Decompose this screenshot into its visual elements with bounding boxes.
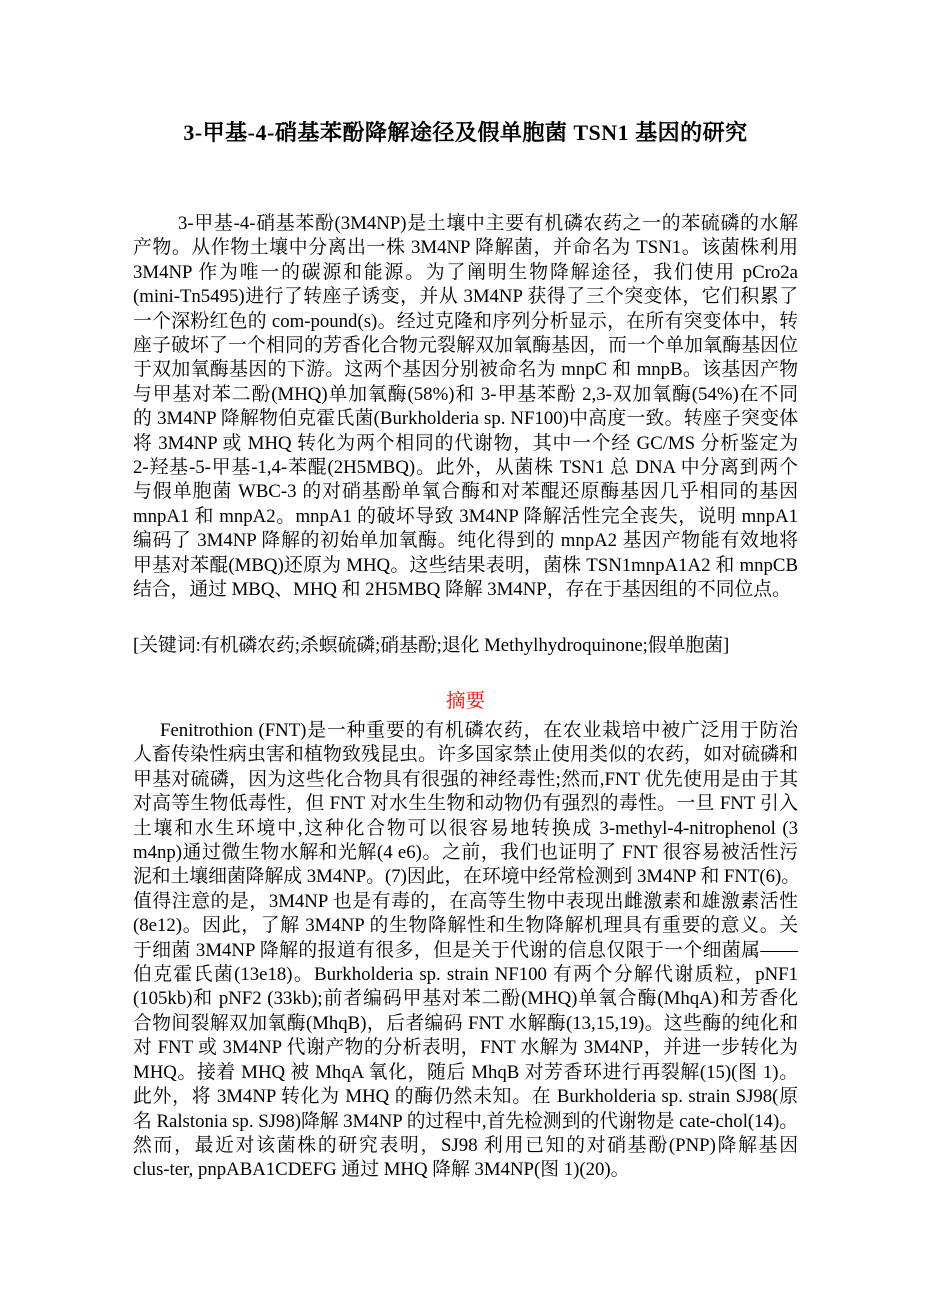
text-line: 产物。从作物土壤中分离出一株 3M4NP 降解菌，并命名为 TSN1。该菌株利用 <box>133 237 798 259</box>
text-line: m4np)通过微生物水解和光解(4 e6)。之前，我们也证明了 FNT 很容易被活性污 <box>133 842 798 864</box>
text-line: (mini-Tn5495)进行了转座子诱变，并从 3M4NP 获得了三个突变体，它们积累了 <box>133 286 798 308</box>
text-line: 然而，最近对该菌株的研究表明，SJ98 利用已知的对硝基酚(PNP)降解基因 <box>133 1134 798 1156</box>
text-line: 土壤和水生环境中,这种化合物可以很容易地转换成 3-methyl-4-nitrophenol (3 <box>133 817 798 839</box>
text-line: 与甲基对苯二酚(MHQ)单加氧酶(58%)和 3-甲基苯酚 2,3-双加氧酶(54%)在不同 <box>133 383 798 405</box>
text-line: 编码了 3M4NP 降解的初始单加氧酶。纯化得到的 mnpA2 基因产物能有效地将 <box>133 530 798 552</box>
text-line: 名 Ralstonia sp. SJ98)降解 3M4NP 的过程中,首先检测到的代谢物是 cate-chol(14)。 <box>133 1110 798 1132</box>
text-line: 对 FNT 或 3M4NP 代谢产物的分析表明，FNT 水解为 3M4NP，并进一步转化为 <box>133 1037 798 1059</box>
abstract-heading: 摘要 <box>445 691 485 712</box>
abstract-paragraph <box>133 719 801 1183</box>
text-line: (8e12)。因此，了解 3M4NP 的生物降解性和生物降解机理具有重要的意义。关 <box>133 915 798 937</box>
text-line: 3M4NP 作为唯一的碳源和能源。为了阐明生物降解途径，我们使用 pCro2a <box>133 261 798 283</box>
text-line: 于双加氧酶基因的下游。这两个基因分别被命名为 mnpC 和 mnpB。该基因产物 <box>133 359 798 381</box>
text-line: Fenitrothion (FNT)是一种重要的有机磷农药，在农业栽培中被广泛用于防治 <box>160 720 798 741</box>
text-line: 甲基对硫磷，因为这些化合物具有很强的神经毒性;然而,FNT 优先使用是由于其 <box>133 768 798 790</box>
text-line: 2-羟基-5-甲基-1,4-苯醌(2H5MBQ)。此外，从菌株 TSN1 总 DNA 中分离到两个 <box>133 457 798 479</box>
text-line: 结合，通过 MBQ、MHQ 和 2H5MBQ 降解 3M4NP，存在于基因组的不同位点。 <box>133 579 791 601</box>
body-paragraph <box>133 212 798 603</box>
text-line: 合物间裂解双加氧酶(MhqB)，后者编码 FNT 水解酶(13,15,19)。这些酶的纯化和 <box>133 1012 798 1034</box>
text-line: (105kb)和 pNF2 (33kb);前者编码甲基对苯二酚(MHQ)单氧合酶(MhqA)和芳香化 <box>133 988 798 1010</box>
keywords-line: [关键词:有机磷农药;杀螟硫磷;硝基酚;退化 Methylhydroquinone;假单胞菌] <box>133 635 730 656</box>
text-line: 3-甲基-4-硝基苯酚(3M4NP)是土壤中主要有机磷农药之一的苯硫磷的水解 <box>178 213 798 234</box>
text-line: mnpA1 和 mnpA2。mnpA1 的破坏导致 3M4NP 降解活性完全丧失，说明 mnpA1 <box>133 505 798 527</box>
text-line: 人畜传染性病虫害和植物致残昆虫。许多国家禁止使用类似的农药，如对硫磷和 <box>133 744 798 766</box>
text-line: 将 3M4NP 或 MHQ 转化为两个相同的代谢物，其中一个经 GC/MS 分析鉴定为 <box>133 432 798 454</box>
document-title: 3-甲基-4-硝基苯酚降解途径及假单胞菌 TSN1 基因的研究 <box>183 120 748 145</box>
text-line: 此外，将 3M4NP 转化为 MHQ 的酶仍然未知。在 Burkholderia sp. strain SJ98(原 <box>133 1086 798 1108</box>
text-line: 与假单胞菌 WBC-3 的对硝基酚单氧合酶和对苯醌还原酶基因几乎相同的基因 <box>133 481 798 503</box>
text-line: 泥和土壤细菌降解成 3M4NP。(7)因此，在环境中经常检测到 3M4NP 和 FNT(6)。 <box>133 866 801 888</box>
text-line: clus-ter, pnpABA1CDEFG 通过 MHQ 降解 3M4NP(图 1)(20)。 <box>133 1159 630 1181</box>
text-line: 对高等生物低毒性，但 FNT 对水生生物和动物仍有强烈的毒性。一旦 FNT 引入 <box>133 793 798 815</box>
text-line: 于细菌 3M4NP 降解的报道有很多，但是关于代谢的信息仅限于一个细菌属—— <box>133 939 798 961</box>
text-line: 值得注意的是，3M4NP 也是有毒的，在高等生物中表现出雌激素和雄激素活性 <box>133 890 798 912</box>
text-line: MHQ。接着 MHQ 被 MhqA 氧化，随后 MhqB 对芳香环进行再裂解(15)(图 1)。 <box>133 1061 798 1083</box>
text-line: 伯克霍氏菌(13e18)。Burkholderia sp. strain NF100 有两个分解代谢质粒，pNF1 <box>133 964 798 986</box>
text-line: 一个深粉红色的 com-pound(s)。经过克隆和序列分析显示，在所有突变体中，转 <box>133 310 798 332</box>
text-line: 座子破坏了一个相同的芳香化合物元裂解双加氧酶基因，而一个单加氧酶基因位 <box>133 335 798 357</box>
text-line: 的 3M4NP 降解物伯克霍氏菌(Burkholderia sp. NF100)中高度一致。转座子突变体 <box>133 408 798 430</box>
text-line: 甲基对苯醌(MBQ)还原为 MHQ。这些结果表明，菌株 TSN1mnpA1A2 和 mnpCB <box>133 554 798 576</box>
